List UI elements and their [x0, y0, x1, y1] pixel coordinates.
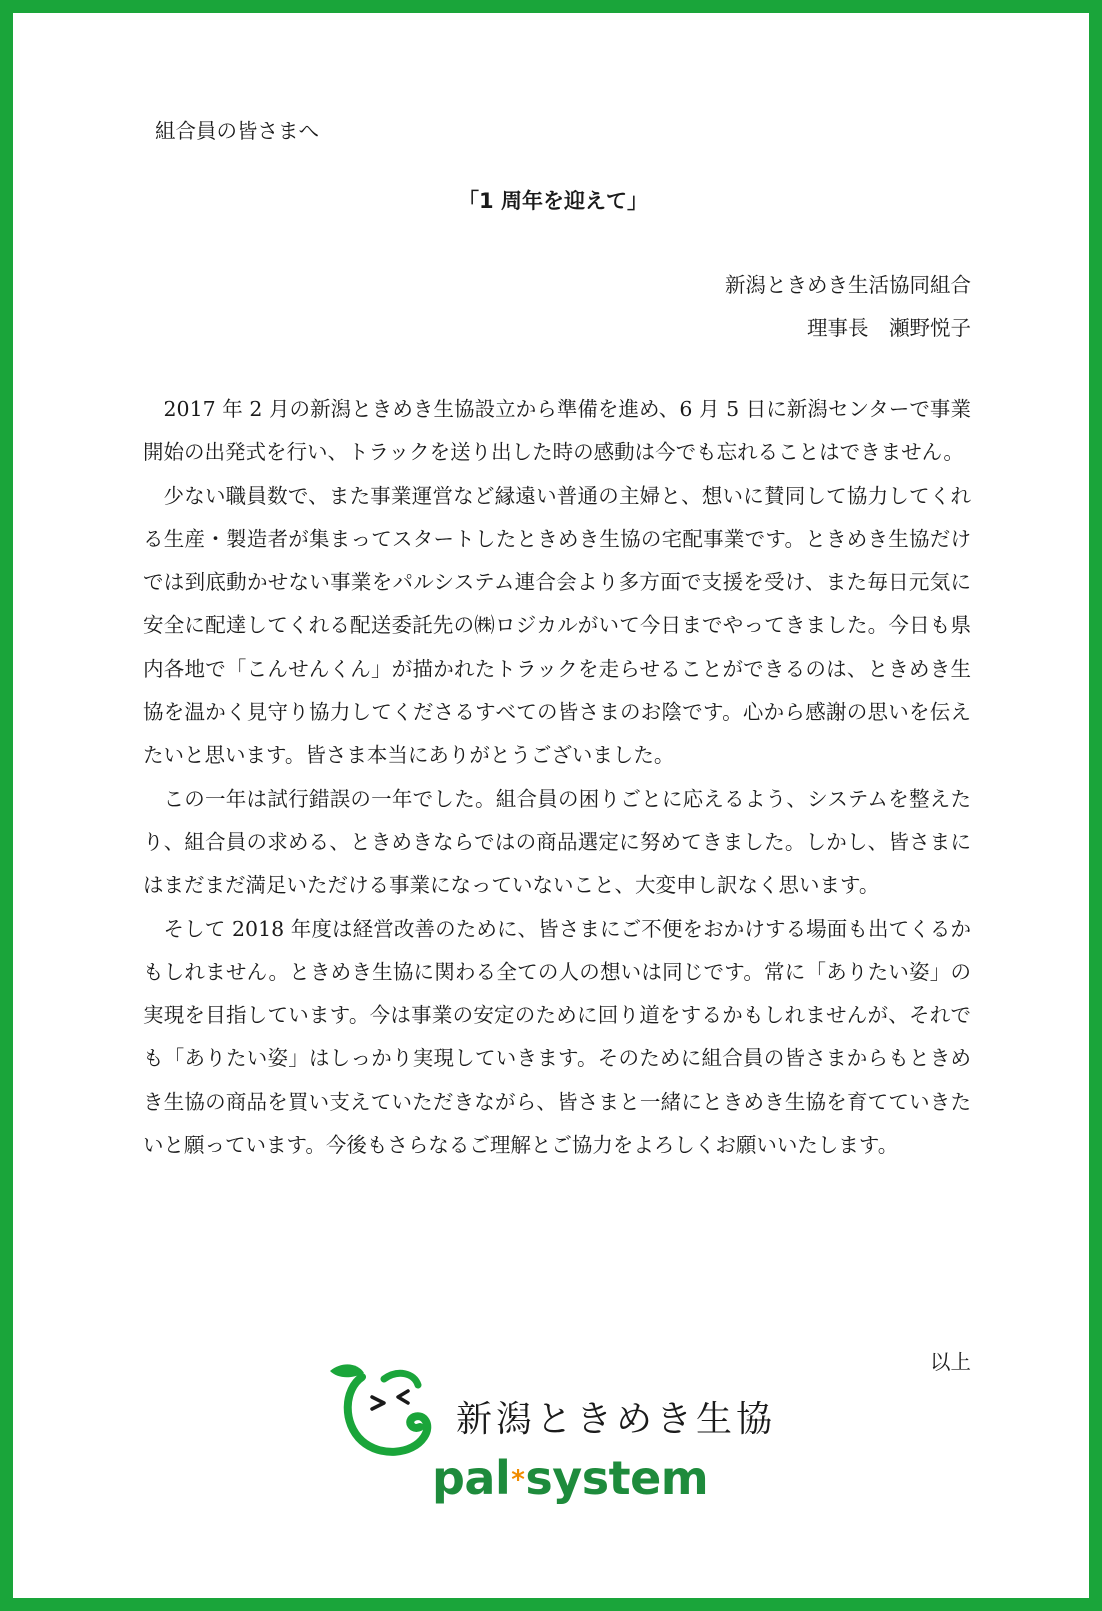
paragraph: 2017 年 2 月の新潟ときめき生協設立から準備を進め、6 月 5 日に新潟センターで事業開始の出発式を行い、トラックを送り出した時の感動は今でも忘れることはできません。	[143, 397, 971, 465]
coop-logo	[328, 1363, 788, 1523]
smiling-leaf-face-icon	[328, 1363, 448, 1458]
letter-title: 「1 周年を迎えて」	[458, 189, 648, 213]
brand-right: system	[525, 1451, 709, 1505]
closing-mark: 以上	[930, 1350, 971, 1374]
letter-body	[143, 388, 971, 1167]
organization-name: 新潟ときめき生活協同組合	[725, 273, 971, 297]
star-icon: *	[511, 1465, 525, 1495]
paragraph: そして 2018 年度は経営改善のために、皆さまにご不便をおかけする場面も出てくるかもしれません。ときめき生協に関わる全ての人の想いは同じです。常に「ありたい姿」の実現を目指しています。今は事業の安定のために回り道をするかもしれませんが、それでも「ありたい姿」はしっかり実現していきます。そのために組合員の皆さまからもときめき生協の商品を買い支えていただきながら、皆さまと一緒にときめき生協を育てていきたいと願っています。今後もさらなるご理解とご協力をよろしくお願いいたします。	[143, 916, 971, 1158]
signer-name: 理事長 瀬野悦子	[807, 316, 971, 340]
brand-wordmark	[432, 1451, 708, 1505]
logo-name: 新潟ときめき生協	[456, 1399, 777, 1440]
brand-left: pal	[432, 1451, 511, 1505]
paragraph: 少ない職員数で、また事業運営など縁遠い普通の主婦と、想いに賛同して協力してくれる生産・製造者が集まってスタートしたときめき生協の宅配事業です。ときめき生協だけでは到底動かせない事業をパルシステム連合会より多方面で支援を受け、また毎日元気に安全に配達してくれる配送委託先の㈱ロジカルがいて今日までやってきました。今日も県内各地で「こんせんくん」が描かれたトラックを走らせることができるのは、ときめき生協を温かく見守り協力してくださるすべての皆さまのお陰です。心から感謝の思いを伝えたいと思います。皆さま本当にありがとうございました。	[143, 483, 971, 768]
paragraph: この一年は試行錯誤の一年でした。組合員の困りごとに応えるよう、システムを整えたり、組合員の求める、ときめきならではの商品選定に努めてきました。しかし、皆さまにはまだまだ満足いただける事業になっていないこと、大変申し訳なく思います。	[143, 786, 971, 898]
salutation: 組合員の皆さまへ	[155, 119, 319, 143]
